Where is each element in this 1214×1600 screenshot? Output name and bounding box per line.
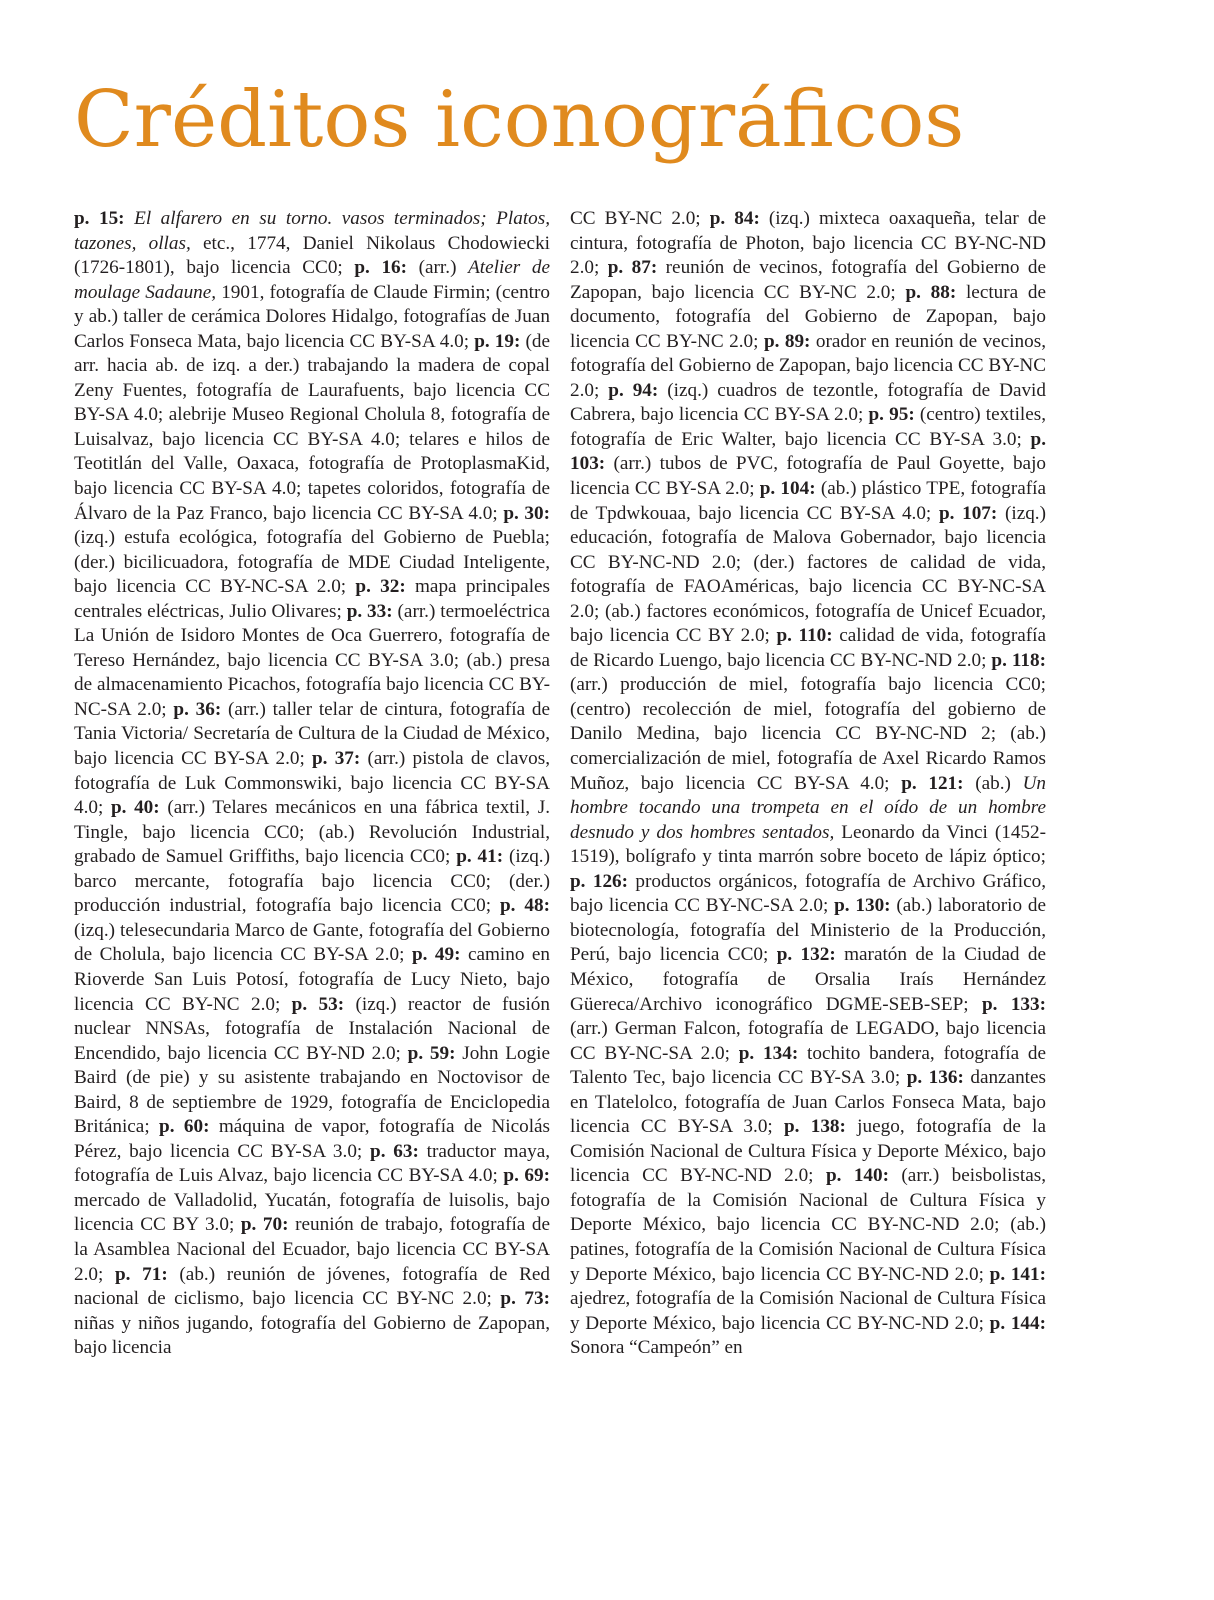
- page-reference: p. 70:: [240, 1214, 289, 1236]
- credit-text: (izq.) barco mercante, fotografía bajo licencia CC0; (der.) producción industrial, fotografía bajo licencia CC0;: [74, 846, 550, 917]
- credit-text: Sonora “Campeón” en: [570, 1337, 743, 1359]
- page-reference: p. 59:: [407, 1042, 456, 1064]
- credits-column-left: [74, 207, 550, 1361]
- page-reference: p. 121:: [901, 772, 964, 794]
- credit-text: (izq.) cuadros de tezontle, fotografía de David Cabrera, bajo licencia CC BY-SA 2.0;: [570, 379, 1046, 426]
- credit-text: danzantes en Tlatelolco, fotografía de Juan Carlos Fonseca Mata, bajo licencia CC BY-SA 3.0;: [570, 1067, 1046, 1138]
- page-reference: p. 60:: [159, 1116, 210, 1138]
- credit-text: John Logie Baird (de pie) y su asistente trabajando en Noctovisor de Baird, 8 de septiembre de 1929, fotografía de Enciclopedia Británica;: [74, 1042, 550, 1138]
- page-reference: p. 19:: [474, 330, 521, 352]
- page-reference: p. 33:: [346, 600, 393, 622]
- page-reference: p. 107:: [938, 502, 998, 524]
- credit-text: (izq.) mixteca oaxaqueña, telar de cintura, fotografía de Photon, bajo licencia CC BY-NC-ND 2.0;: [570, 208, 1046, 279]
- page-reference: p. 63:: [370, 1140, 419, 1162]
- page-reference: p. 16:: [354, 257, 408, 279]
- page-reference: p. 84:: [709, 208, 760, 229]
- credit-text: (ab.) reunión de jóvenes, fotografía de Red nacional de ciclismo, bajo licencia CC BY-NC 2.0;: [74, 1263, 550, 1310]
- artwork-title: Un hombre tocando una trompeta en el oído de un hombre desnudo y dos hombres sentados,: [570, 772, 1047, 843]
- page-reference: p. 132:: [776, 944, 836, 966]
- page-reference: p. 110:: [776, 625, 833, 647]
- page-reference: p. 53:: [291, 993, 345, 1015]
- page-reference: p. 136:: [906, 1067, 964, 1089]
- page-reference: p. 118:: [991, 649, 1046, 671]
- credit-text: camino en Rioverde San Luis Potosí, fotografía de Lucy Nieto, bajo licencia CC BY-NC 2.0;: [74, 944, 550, 1015]
- credit-text: (arr.) tubos de PVC, fotografía de Paul Goyette, bajo licencia CC BY-SA 2.0;: [570, 453, 1046, 500]
- page-reference: p. 126:: [570, 870, 629, 892]
- credit-text: (centro) textiles, fotografía de Eric Walter, bajo licencia CC BY-SA 3.0;: [570, 404, 1047, 450]
- credit-text: etc., 1774, Daniel Nikolaus Chodowiecki (1726-1801), bajo licencia CC0;: [74, 232, 550, 279]
- credit-text: calidad de vida, fotografía de Ricardo Luengo, bajo licencia CC BY-NC-ND 2.0;: [570, 625, 1046, 671]
- page-reference: p. 141:: [989, 1263, 1046, 1285]
- page-reference: p. 138:: [784, 1116, 846, 1138]
- page-title: Créditos iconográficos: [74, 75, 965, 165]
- page-reference: p. 49:: [411, 944, 461, 966]
- page-reference: p. 36:: [173, 698, 222, 720]
- credit-text: (arr.) taller telar de cintura, fotografía de Tania Victoria/ Secretaría de Cultura de la Ciudad de México, bajo licencia CC BY-SA 2.0;: [74, 698, 551, 770]
- credit-text: ajedrez, fotografía de la Comisión Nacional de Cultura Física y Deporte México, bajo licencia CC BY-NC-ND 2.0;: [570, 1288, 1046, 1334]
- credit-text: [125, 208, 135, 229]
- credit-text: (izq.) reactor de fusión nuclear NNSAs, fotografía de Instalación Nacional de Encendido, bajo licencia CC BY-ND 2.0;: [74, 993, 550, 1064]
- credit-text: (ab.) plástico TPE, fotografía de Tpdwkouaa, bajo licencia CC BY-SA 4.0;: [570, 478, 1046, 524]
- page-reference: p. 48:: [500, 895, 550, 917]
- credit-text: Leonardo da Vinci (1452-1519), bolígrafo y tinta marrón sobre boceto de lápiz óptico;: [570, 821, 1046, 868]
- page-reference: p. 88:: [905, 281, 957, 303]
- credit-text: (arr.) German Falcon, fotografía de LEGADO, bajo licencia CC BY-NC-SA 2.0;: [570, 1018, 1046, 1064]
- credit-text: niñas y niños jugando, fotografía del Gobierno de Zapopan, bajo licencia: [74, 1312, 550, 1359]
- credit-text: reunión de trabajo, fotografía de la Asamblea Nacional del Ecuador, bajo licencia CC BY-SA 2.0;: [74, 1214, 551, 1285]
- page-reference: p. 71:: [115, 1263, 168, 1285]
- credit-text: (izq.) telesecundaria Marco de Gante, fotografía del Gobierno de Cholula, bajo licencia CC BY-SA 2.0;: [74, 919, 550, 966]
- page-reference: p. 103:: [570, 428, 1046, 475]
- credits-column-right: [570, 207, 1046, 1361]
- page-reference: p. 32:: [355, 576, 406, 598]
- page-reference: p. 133:: [982, 993, 1046, 1015]
- page-reference: p. 37:: [312, 748, 361, 770]
- credit-text: lectura de documento, fotografía del Gobierno de Zapopan, bajo licencia CC BY-NC 2.0;: [570, 281, 1047, 352]
- credit-text: (ab.): [963, 772, 1023, 794]
- credit-text: (arr.) termoeléctrica La Unión de Isidoro Montes de Oca Guerrero, fotografía de Tereso Hernández, bajo licencia CC BY-SA 3.0; (ab.) presa de almacenamiento Picachos, fotografía bajo licencia CC BY-NC-SA 2.0;: [74, 600, 550, 720]
- artwork-title: El alfarero en su torno. vasos terminados; Platos, tazones, ollas,: [74, 208, 551, 254]
- credit-text: (de arr. hacia ab. de izq. a der.) trabajando la madera de copal Zeny Fuentes, fotografía de Laurafuents, bajo licencia CC BY-SA 4.0; alebrije Museo Regional Cholula 8, fotografía de Luisalvaz, bajo licencia CC BY-SA 4.0; telares e hilos de Teotitlán del Valle, Oaxaca, fotografía de ProtoplasmaKid, bajo licencia CC BY-SA 4.0; tapetes coloridos, fotografía de Álvaro de la Paz Franco, bajo licencia CC BY-SA 4.0;: [74, 330, 550, 524]
- credit-text: 1901, fotografía de Claude Firmin; (centro y ab.) taller de cerámica Dolores Hidalgo, fotografías de Juan Carlos Fonseca Mata, bajo licencia CC BY-SA 4.0;: [74, 281, 550, 352]
- credit-text: (izq.) educación, fotografía de Malova Gobernador, bajo licencia CC BY-NC-ND 2.0; (der.) factores de calidad de vida, fotografía de FAOAméricas, bajo licencia CC BY-NC-SA 2.0; (ab.) factores económicos, fotografía de Unicef Ecuador, bajo licencia CC BY 2.0;: [570, 502, 1046, 647]
- credit-text: traductor maya, fotografía de Luis Alvaz, bajo licencia CC BY-SA 4.0;: [74, 1140, 551, 1187]
- credit-text: (arr.) producción de miel, fotografía bajo licencia CC0; (centro) recolección de miel, fotografía del gobierno de Danilo Medina, bajo licencia CC BY-NC-ND 2; (ab.) comercialización de miel, fotografía de Axel Ricardo Ramos Muñoz, bajo licencia CC BY-SA 4.0;: [570, 674, 1046, 794]
- page-reference: p. 30:: [503, 502, 550, 524]
- page-reference: p. 140:: [825, 1165, 889, 1187]
- credit-text: mapa principales centrales eléctricas, Julio Olivares;: [74, 576, 551, 622]
- page-reference: p. 94:: [608, 379, 659, 401]
- artwork-title: Atelier de moulage Sadaune,: [74, 257, 550, 303]
- credit-text: productos orgánicos, fotografía de Archivo Gráfico, bajo licencia CC BY-NC-SA 2.0;: [570, 870, 1046, 917]
- credit-text: (ab.) laboratorio de biotecnología, fotografía del Ministerio de la Producción, Perú, bajo licencia CC0;: [570, 895, 1047, 966]
- page-reference: p. 89:: [763, 330, 811, 352]
- credit-text: (arr.): [407, 257, 469, 279]
- credit-text: juego, fotografía de la Comisión Nacional de Cultura Física y Deporte México, bajo licencia CC BY-NC-ND 2.0;: [570, 1116, 1047, 1187]
- page-reference: p. 95:: [868, 404, 915, 426]
- credit-text: reunión de vecinos, fotografía del Gobierno de Zapopan, bajo licencia CC BY-NC 2.0;: [570, 257, 1047, 303]
- credit-text: CC BY-NC 2.0;: [570, 208, 710, 229]
- page-reference: p. 87:: [607, 257, 658, 279]
- page-reference: p. 69:: [503, 1165, 551, 1187]
- page-reference: p. 41:: [456, 846, 504, 868]
- page-reference: p. 104:: [759, 478, 816, 500]
- credit-text: tochito bandera, fotografía de Talento Tec, bajo licencia CC BY-SA 3.0;: [570, 1042, 1047, 1089]
- credit-text: mercado de Valladolid, Yucatán, fotografía de luisolis, bajo licencia CC BY 3.0;: [74, 1189, 550, 1236]
- credit-text: maratón de la Ciudad de México, fotografía de Orsalia Iraís Hernández Güereca/Archivo iconográfico DGME-SEB-SEP;: [570, 944, 1046, 1015]
- page-reference: p. 15:: [74, 208, 125, 229]
- page-reference: p. 134:: [738, 1042, 799, 1064]
- credit-text: (arr.) pistola de clavos, fotografía de Luk Commonswiki, bajo licencia CC BY-SA 4.0;: [74, 748, 551, 819]
- page-reference: p. 130:: [834, 895, 891, 917]
- credit-text: (izq.) estufa ecológica, fotografía del Gobierno de Puebla; (der.) bicilicuadora, fotografía de MDE Ciudad Inteligente, bajo licencia CC BY-NC-SA 2.0;: [74, 527, 550, 598]
- page-reference: p. 40:: [110, 797, 160, 819]
- page-reference: p. 144:: [989, 1312, 1046, 1334]
- credit-text: máquina de vapor, fotografía de Nicolás Pérez, bajo licencia CC BY-SA 3.0;: [74, 1116, 551, 1162]
- credit-text: orador en reunión de vecinos, fotografía del Gobierno de Zapopan, bajo licencia CC BY-NC 2.0;: [570, 330, 1046, 401]
- credit-text: (arr.) beisbolistas, fotografía de la Comisión Nacional de Cultura Física y Deporte México, bajo licencia CC BY-NC-ND 2.0; (ab.) patines, fotografía de la Comisión Nacional de Cultura Física y Deporte México, bajo licencia CC BY-NC-ND 2.0;: [570, 1165, 1046, 1285]
- credit-text: (arr.) Telares mecánicos en una fábrica textil, J. Tingle, bajo licencia CC0; (ab.) Revolución Industrial, grabado de Samuel Griffiths, bajo licencia CC0;: [74, 797, 550, 868]
- page-reference: p. 73:: [500, 1288, 551, 1310]
